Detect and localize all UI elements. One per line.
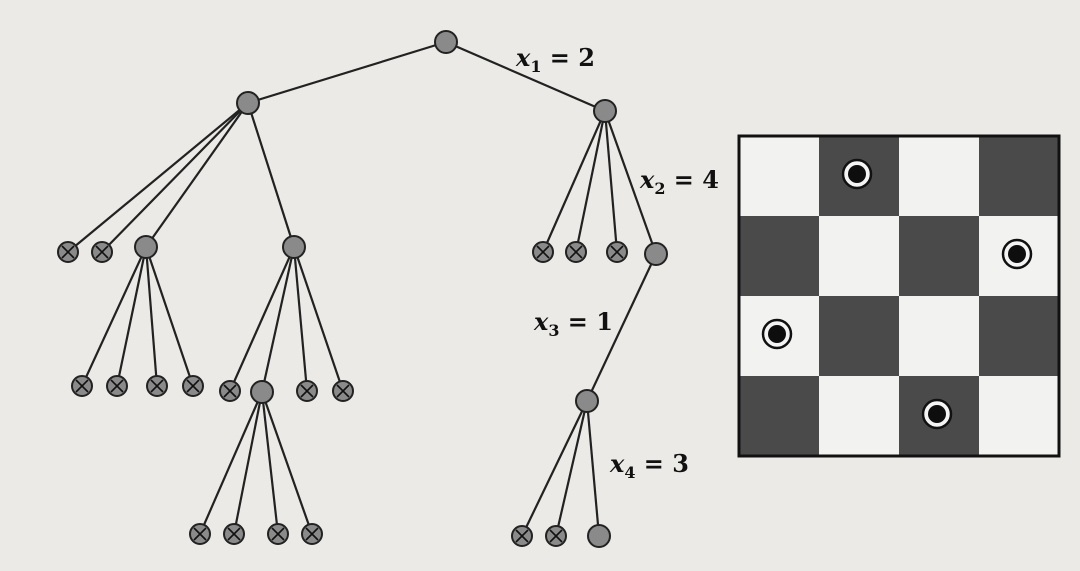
tree-edge [262, 247, 294, 392]
tree-node [135, 236, 157, 258]
board-cell-light [739, 136, 819, 216]
board-cell-light [979, 376, 1059, 456]
tree-edge [556, 401, 587, 536]
queen-marker [923, 400, 951, 428]
pruned-node [58, 242, 78, 262]
pruned-node [566, 242, 586, 262]
tree-edge [543, 111, 605, 252]
tree-edge [200, 392, 262, 534]
tree-edge [234, 392, 262, 534]
pruned-node [546, 526, 566, 546]
pruned-node [220, 381, 240, 401]
chess-board [739, 136, 1059, 456]
board-cell-light [899, 136, 979, 216]
tree-node [435, 31, 457, 53]
pruned-node [224, 524, 244, 544]
pruned-node [533, 242, 553, 262]
board-cell-light [819, 216, 899, 296]
board-cell-dark [819, 296, 899, 376]
tree-edge [102, 103, 248, 252]
tree-edge [576, 111, 605, 252]
board-cell-dark [979, 296, 1059, 376]
pruned-node [147, 376, 167, 396]
tree-node [237, 92, 259, 114]
pruned-node [302, 524, 322, 544]
tree-node [576, 390, 598, 412]
pruned-node [297, 381, 317, 401]
board-cell-light [819, 376, 899, 456]
pruned-node [92, 242, 112, 262]
pruned-node [512, 526, 532, 546]
pruned-node [268, 524, 288, 544]
tree-edges [68, 42, 656, 536]
tree-edge [146, 247, 157, 386]
queen-marker [763, 320, 791, 348]
queen-marker [843, 160, 871, 188]
board-cell-light [899, 296, 979, 376]
pruned-node [190, 524, 210, 544]
tree-node [251, 381, 273, 403]
tree-edge [587, 401, 599, 536]
tree-edge [117, 247, 146, 386]
board-cell-dark [739, 216, 819, 296]
tree-edge [230, 247, 294, 391]
pruned-node [607, 242, 627, 262]
pruned-node [72, 376, 92, 396]
tree-node [645, 243, 667, 265]
tree-node [594, 100, 616, 122]
queen-marker [1003, 240, 1031, 268]
tree-edge [522, 401, 587, 536]
tree-edge [248, 103, 294, 247]
label-x1: $x_1 = 2$ [516, 43, 595, 76]
pruned-node [107, 376, 127, 396]
tree-edge [248, 42, 446, 103]
tree-node [283, 236, 305, 258]
tree-edge [605, 111, 617, 252]
board-cell-dark [979, 136, 1059, 216]
pruned-node [183, 376, 203, 396]
tree-edge [82, 247, 146, 386]
board-cell-dark [899, 216, 979, 296]
tree-node [588, 525, 610, 547]
label-x4: $x_4 = 3$ [610, 449, 689, 482]
label-x3: $x_3 = 1$ [534, 307, 613, 340]
pruned-node [333, 381, 353, 401]
label-x2: $x_2 = 4$ [640, 165, 719, 198]
board-cell-dark [739, 376, 819, 456]
tree-edge [146, 247, 193, 386]
